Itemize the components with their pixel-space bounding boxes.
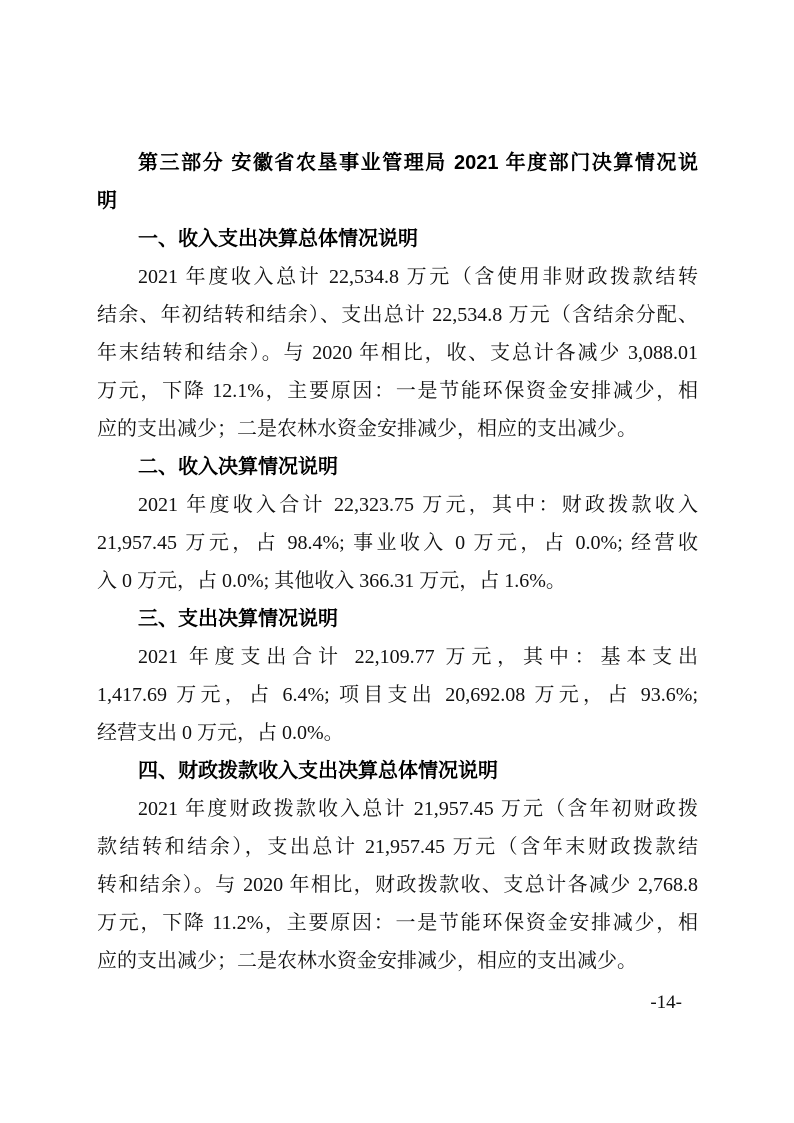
section-heading-line: 二、收入决算情况说明 bbox=[138, 456, 338, 478]
body-text-line: 款结转和结余），支出总计 21,957.45 万元（含年末财政拨款结 bbox=[97, 836, 698, 858]
body-text-line: 万元，下降 11.2%，主要原因：一是节能环保资金安排减少，相 bbox=[97, 912, 698, 934]
body-text-line: 应的支出减少；二是农林水资金安排减少，相应的支出减少。 bbox=[97, 950, 637, 972]
body-text-line: 2021 年度收入总计 22,534.8 万元（含使用非财政拨款结转 bbox=[138, 266, 698, 288]
body-text-line: 结余、年初结转和结余）、支出总计 22,534.8 万元（含结余分配、 bbox=[97, 304, 698, 326]
body-text-line: 21,957.45 万元，占 98.4%; 事业收入 0 万元，占 0.0%; 经营收 bbox=[97, 532, 698, 554]
body-text-line: 应的支出减少；二是农林水资金安排减少，相应的支出减少。 bbox=[97, 418, 637, 440]
body-text-line: 2021 年度财政拨款收入总计 21,957.45 万元（含年初财政拨 bbox=[138, 798, 698, 820]
page-number: -14- bbox=[650, 992, 682, 1013]
body-text-line: 万元，下降 12.1%，主要原因：一是节能环保资金安排减少，相 bbox=[97, 380, 698, 402]
section-heading-line: 三、支出决算情况说明 bbox=[138, 608, 338, 630]
body-text-line: 1,417.69 万元，占 6.4%; 项目支出 20,692.08 万元，占 93.6%; bbox=[97, 684, 698, 706]
body-text-line: 2021 年度收入合计 22,323.75 万元，其中：财政拨款收入 bbox=[138, 494, 698, 516]
title-line: 第三部分 安徽省农垦事业管理局 2021 年度部门决算情况说 bbox=[138, 152, 698, 174]
section-heading-line: 四、财政拨款收入支出决算总体情况说明 bbox=[138, 760, 498, 782]
title-line: 明 bbox=[97, 190, 117, 212]
body-text-line: 2021 年度支出合计 22,109.77 万元，其中：基本支出 bbox=[138, 646, 698, 668]
body-text-line: 入 0 万元，占 0.0%; 其他收入 366.31 万元，占 1.6%。 bbox=[97, 570, 566, 592]
body-text-line: 转和结余）。与 2020 年相比，财政拨款收、支总计各减少 2,768.8 bbox=[97, 874, 698, 896]
body-text-line: 经营支出 0 万元，占 0.0%。 bbox=[97, 722, 344, 744]
body-text-line: 年末结转和结余）。与 2020 年相比，收、支总计各减少 3,088.01 bbox=[97, 342, 698, 364]
document-body bbox=[97, 144, 698, 980]
section-heading-line: 一、收入支出决算总体情况说明 bbox=[138, 228, 418, 250]
